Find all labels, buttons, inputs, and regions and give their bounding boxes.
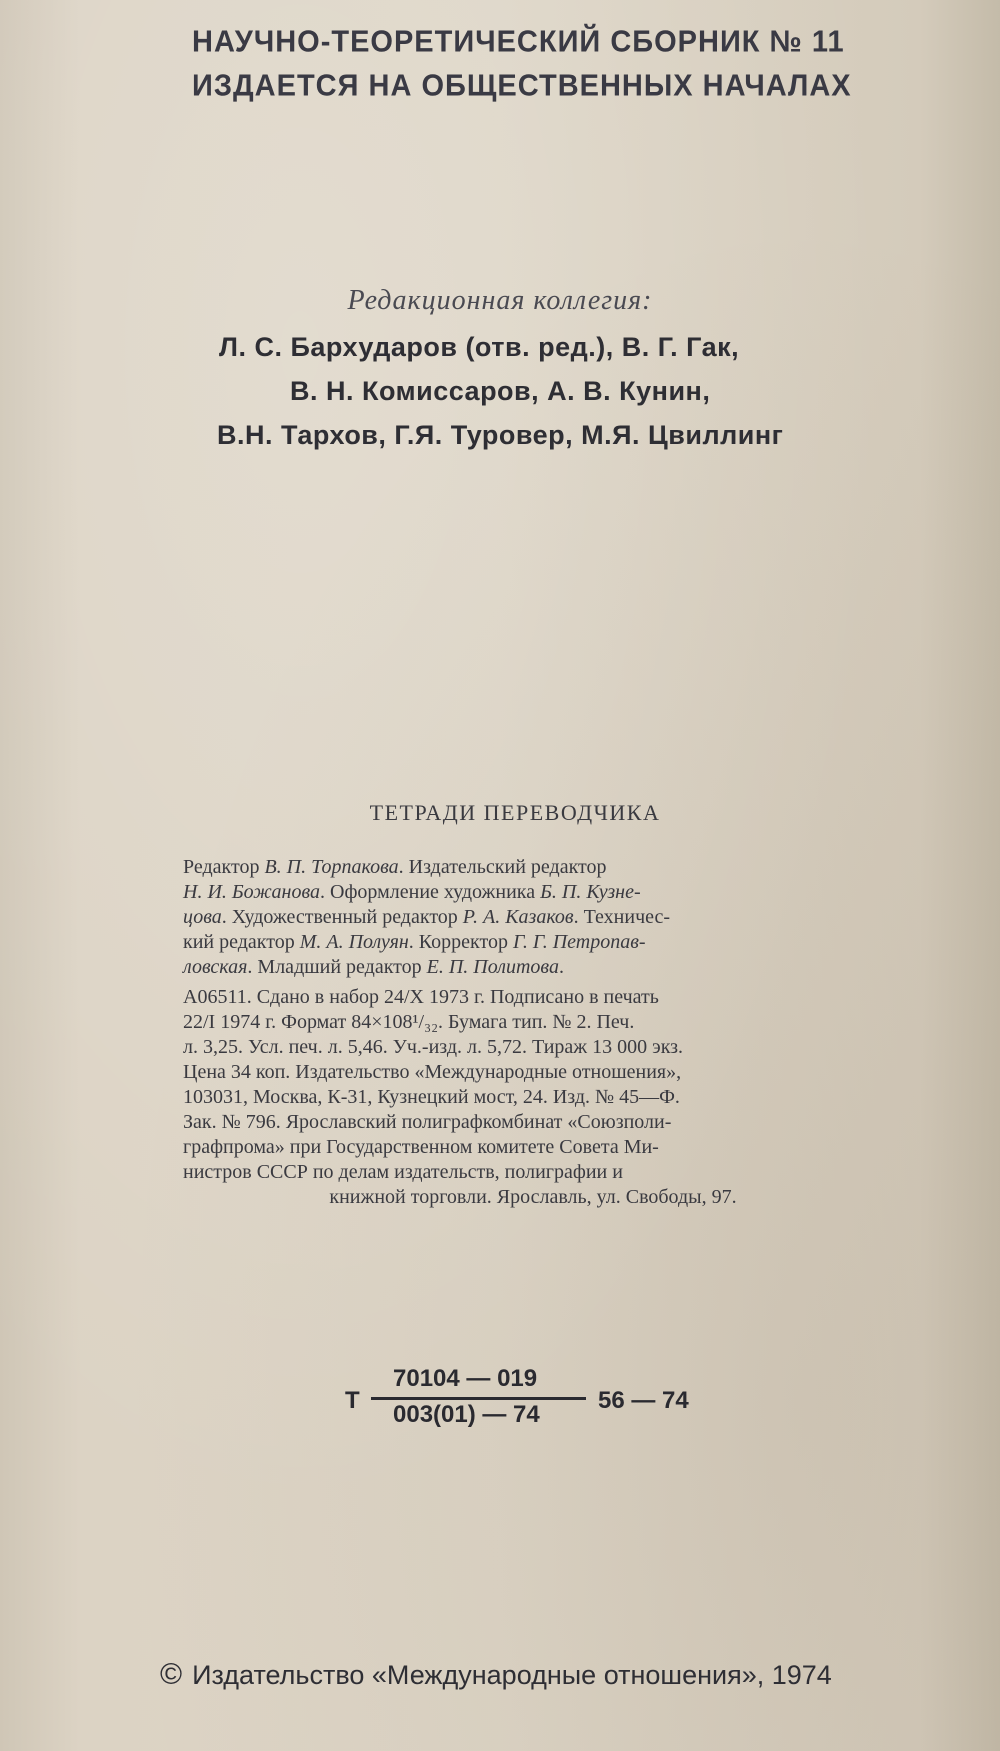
credits-line: Н. И. Божанова. Оформление художника Б. П. Кузне- bbox=[183, 881, 641, 903]
copyright-icon: © bbox=[160, 1658, 183, 1691]
imprint-line: книжной торговли. Ярославль, ул. Свободы, 97. bbox=[329, 1186, 737, 1208]
index-numerator: 70104 — 019 bbox=[393, 1365, 538, 1392]
board-line-1: Л. С. Бархударов (отв. ред.), В. Г. Гак, bbox=[219, 332, 740, 362]
fraction-bar bbox=[371, 1397, 586, 1400]
book-title: ТЕТРАДИ ПЕРЕВОДЧИКА bbox=[369, 800, 661, 825]
credits-line: ловская. Младший редактор Е. П. Политова. bbox=[183, 956, 564, 978]
imprint-line: Цена 34 коп. Издательство «Международные отношения», bbox=[183, 1061, 682, 1083]
imprint-line: Зак. № 796. Ярославский полиграфкомбинат «Союзполи- bbox=[183, 1111, 672, 1133]
copyright-line bbox=[160, 1658, 920, 1692]
imprint-block bbox=[183, 985, 883, 1210]
index-denominator: 003(01) — 74 bbox=[393, 1401, 540, 1428]
credits-line: кий редактор М. А. Полуян. Корректор Г. Г. Петропав- bbox=[183, 931, 646, 953]
board-line-3: В.Н. Тархов, Г.Я. Туровер, М.Я. Цвиллинг bbox=[217, 420, 784, 450]
board-line-2: В. Н. Комиссаров, А. В. Кунин, bbox=[290, 376, 711, 406]
imprint-line: л. 3,25. Усл. печ. л. 5,46. Уч.-изд. л. 5,72. Тираж 13 000 экз. bbox=[183, 1036, 684, 1058]
imprint-line: 103031, Москва, К-31, Кузнецкий мост, 24. Изд. № 45—Ф. bbox=[183, 1086, 680, 1108]
credits-line: Редактор В. П. Торпакова. Издательский редактор bbox=[183, 856, 607, 878]
index-suffix: 56 — 74 bbox=[598, 1387, 689, 1414]
index-code bbox=[345, 1365, 725, 1445]
imprint-line: А06511. Сдано в набор 24/X 1973 г. Подписано в печать bbox=[183, 986, 659, 1008]
imprint-line: нистров СССР по делам издательств, полиграфии и bbox=[183, 1161, 623, 1183]
credits-line: цова. Художественный редактор Р. А. Казаков. Техничес- bbox=[183, 906, 671, 928]
editorial-board-members bbox=[215, 325, 855, 457]
series-header bbox=[192, 20, 912, 108]
publishing-basis-line: ИЗДАЕТСЯ НА ОБЩЕСТВЕННЫХ НАЧАЛАХ bbox=[192, 69, 852, 103]
imprint-line: 22/I 1974 г. Формат 84×108¹/₃₂. Бумага тип. № 2. Печ. bbox=[183, 1011, 635, 1033]
index-prefix: Т bbox=[345, 1387, 360, 1414]
copyright-text: Издательство «Международные отношения», 1974 bbox=[192, 1660, 832, 1690]
credits-block bbox=[183, 855, 883, 980]
editorial-board-heading: Редакционная коллегия: bbox=[347, 285, 653, 316]
imprint-line: графпрома» при Государственном комитете Совета Ми- bbox=[183, 1136, 659, 1158]
series-line: НАУЧНО-ТЕОРЕТИЧЕСКИЙ СБОРНИК № 11 bbox=[192, 25, 845, 59]
